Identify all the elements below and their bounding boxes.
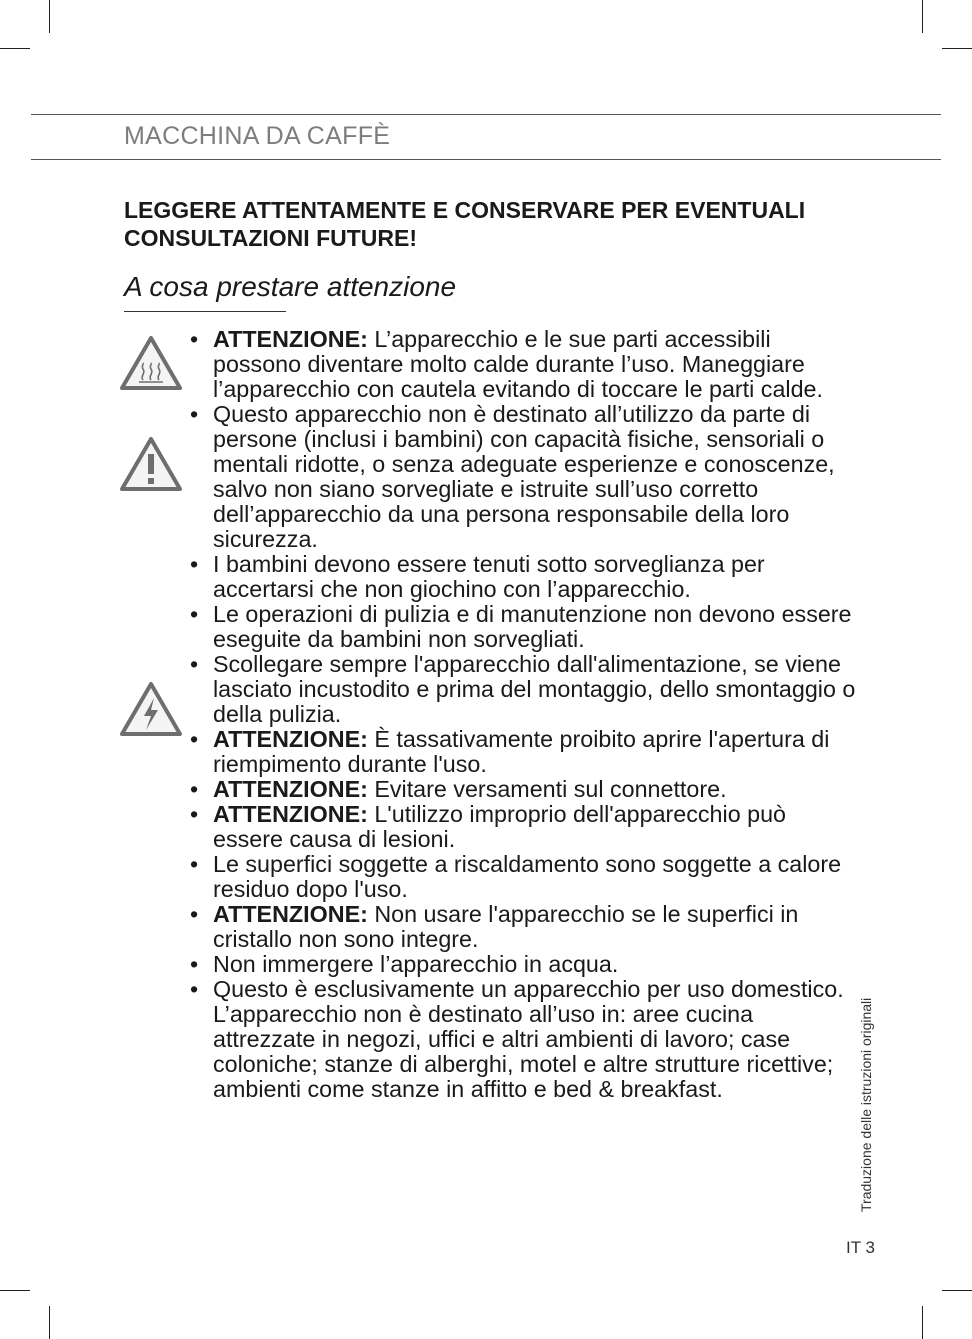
side-note: Traduzione delle istruzioni originali xyxy=(858,997,874,1212)
list-item-text: L’apparecchio e le sue parti accessibili possono diventare molto calde durante l’uso. Maneggiare l’apparecchio con cautela evitando di toccare le parti calde. xyxy=(213,326,823,402)
electric-shock-icon xyxy=(118,680,184,738)
list-item xyxy=(190,852,860,902)
crop-mark xyxy=(922,1306,923,1339)
bullet-icon: • xyxy=(190,651,199,677)
bullet-icon: • xyxy=(190,901,199,927)
list-item xyxy=(190,327,860,402)
bullet-icon: • xyxy=(190,601,199,627)
list-item xyxy=(190,977,860,1102)
header-bottom-rule xyxy=(31,159,941,160)
list-item-text: I bambini devono essere tenuti sotto sorveglianza per accertarsi che non giochino con l’apparecchio. xyxy=(213,551,765,602)
section-underline xyxy=(124,311,286,312)
header-top-rule xyxy=(31,114,941,115)
crop-mark xyxy=(942,1290,972,1291)
list-item xyxy=(190,402,860,552)
warning-heading: LEGGERE ATTENTAMENTE E CONSERVARE PER EVENTUALI CONSULTAZIONI FUTURE! xyxy=(124,197,806,251)
crop-mark xyxy=(922,0,923,33)
crop-mark xyxy=(49,1306,50,1339)
bullet-icon: • xyxy=(190,551,199,577)
attention-label: ATTENZIONE: xyxy=(213,776,368,802)
crop-mark xyxy=(0,1290,30,1291)
list-item-text: Evitare versamenti sul connettore. xyxy=(367,776,727,802)
bullet-icon: • xyxy=(190,951,199,977)
list-item-text: Questo è esclusivamente un apparecchio per uso domestico. L’apparecchio non è destinato all’uso in: aree cucina attrezzate in negozi, uffici e altri ambienti di lavoro; case coloniche; stanze di alberghi, motel e altre strutture ricettive; ambienti come stanze in affitto e bed & breakfast. xyxy=(213,976,844,1102)
header-title: MACCHINA DA CAFFÈ xyxy=(124,122,391,150)
section-title: A cosa prestare attenzione xyxy=(124,271,457,302)
page-number: IT 3 xyxy=(846,1238,875,1257)
bullet-icon: • xyxy=(190,801,199,827)
list-item-text: Le superfici soggette a riscaldamento sono soggette a calore residuo dopo l'uso. xyxy=(213,851,842,902)
list-item xyxy=(190,952,860,977)
bullet-icon: • xyxy=(190,851,199,877)
attention-label: ATTENZIONE: xyxy=(213,326,368,352)
crop-mark xyxy=(0,48,30,49)
attention-label: ATTENZIONE: xyxy=(213,901,368,927)
list-item-text: L'utilizzo improprio dell'apparecchio può essere causa di lesioni. xyxy=(213,801,786,852)
list-item xyxy=(190,652,860,727)
warning-exclamation-icon xyxy=(118,435,184,493)
list-item-text: Non immergere l’apparecchio in acqua. xyxy=(213,951,619,977)
bullet-icon: • xyxy=(190,776,199,802)
bullet-icon: • xyxy=(190,726,199,752)
crop-mark xyxy=(49,0,50,33)
list-item xyxy=(190,777,860,802)
list-item xyxy=(190,727,860,777)
bullet-icon: • xyxy=(190,401,199,427)
attention-label: ATTENZIONE: xyxy=(213,801,368,827)
list-item xyxy=(190,902,860,952)
safety-list xyxy=(190,327,860,1102)
list-item-text: Scollegare sempre l'apparecchio dall'alimentazione, se viene lasciato incustodito e prima del montaggio, dello smontaggio o della pulizia. xyxy=(213,651,856,727)
attention-label: ATTENZIONE: xyxy=(213,726,368,752)
list-item xyxy=(190,552,860,602)
bullet-icon: • xyxy=(190,326,199,352)
crop-mark xyxy=(942,48,972,49)
list-item xyxy=(190,602,860,652)
list-item-text: Questo apparecchio non è destinato all’utilizzo da parte di persone (inclusi i bambini) con capacità fisiche, sensoriali o mentali ridotte, o senza adeguate esperienze e conoscenze, salvo non siano sorvegliate e istruite sull’uso corretto dell’apparecchio da una persona responsabile della loro sicurezza. xyxy=(213,401,835,552)
list-item-text: È tassativamente proibito aprire l'apertura di riempimento durante l'uso. xyxy=(213,726,830,777)
bullet-icon: • xyxy=(190,976,199,1002)
list-item-text: Le operazioni di pulizia e di manutenzione non devono essere eseguite da bambini non sorvegliati. xyxy=(213,601,852,652)
hot-surface-icon xyxy=(118,334,184,392)
list-item-text: Non usare l'apparecchio se le superfici in cristallo non sono integre. xyxy=(213,901,799,952)
list-item xyxy=(190,802,860,852)
